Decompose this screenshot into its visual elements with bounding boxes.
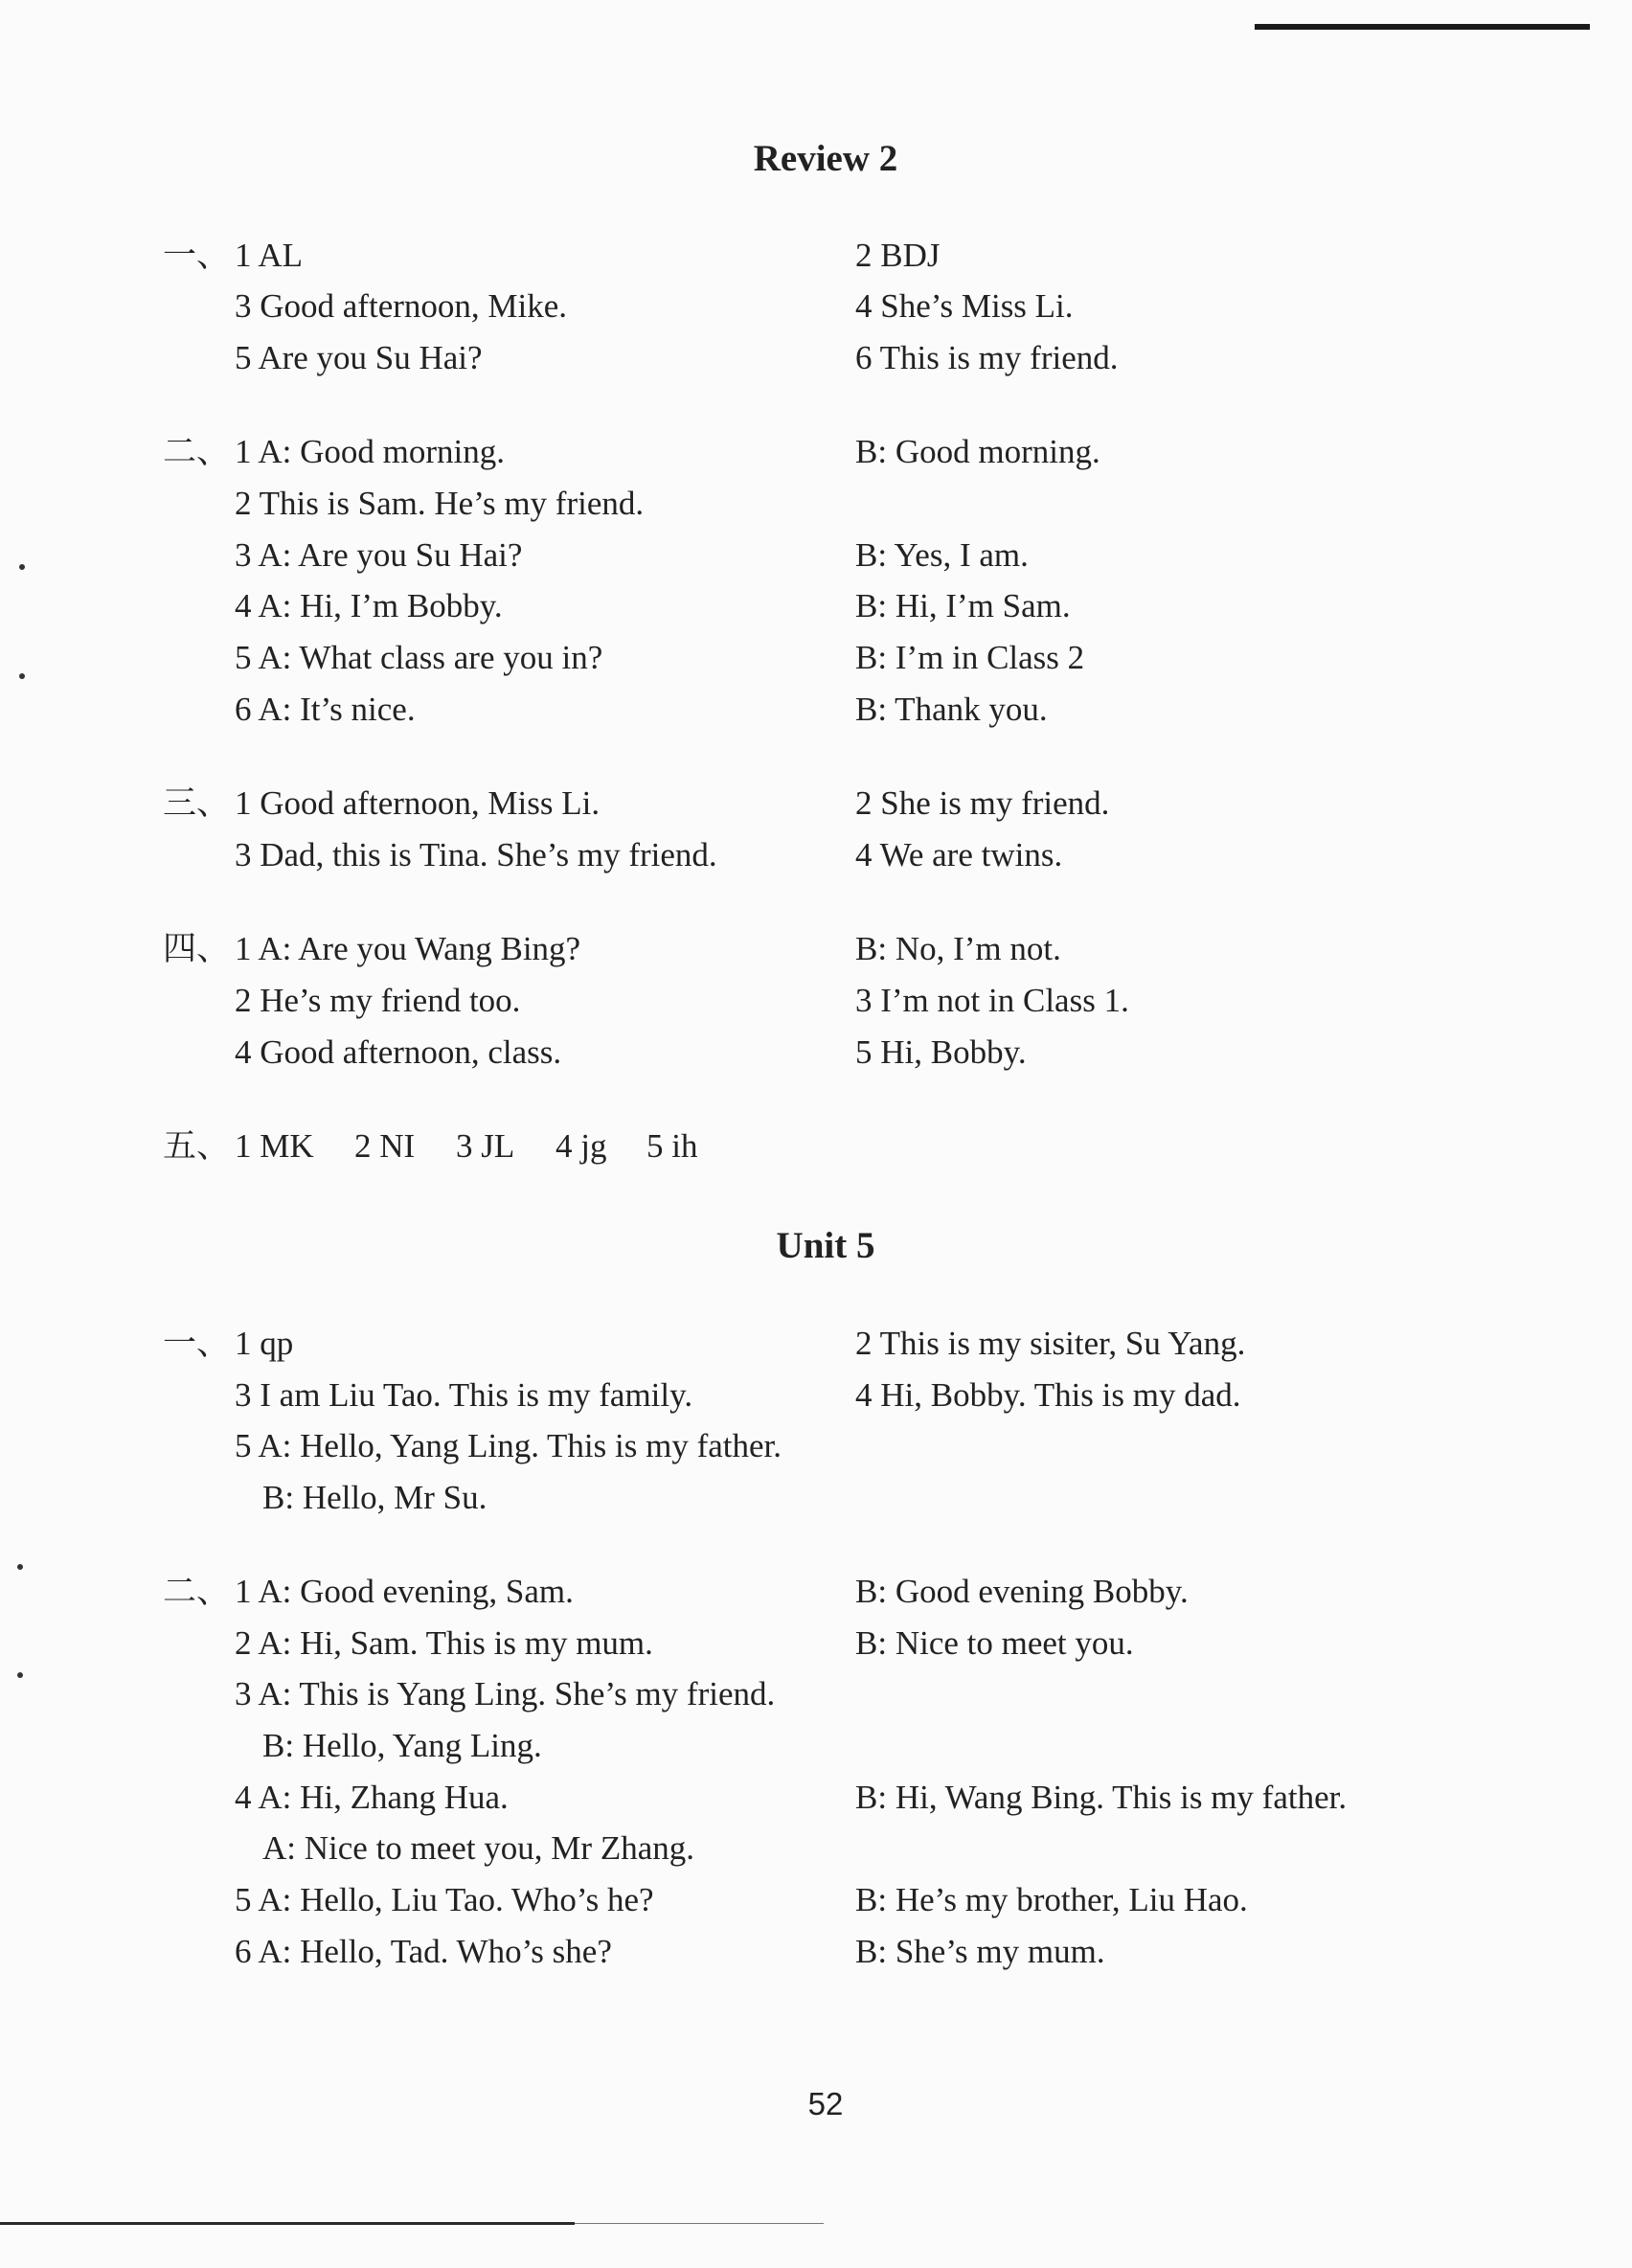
section-number: 二、 xyxy=(163,433,231,471)
answer: 3 A: This is Yang Ling. She’s my friend. xyxy=(235,1675,776,1712)
answer: B: No, I’m not. xyxy=(855,930,1061,967)
answer: 4 A: Hi, Zhang Hua. xyxy=(235,1779,509,1816)
answer: B: Hello, Mr Su. xyxy=(262,1479,487,1516)
answer: 2 A: Hi, Sam. This is my mum. xyxy=(235,1624,653,1662)
answer: B: Good evening Bobby. xyxy=(855,1573,1189,1610)
answer: B: I’m in Class 2 xyxy=(855,639,1085,676)
section-number: 五、 xyxy=(163,1127,231,1166)
answer: 2 He’s my friend too. xyxy=(235,982,521,1019)
section-number: 一、 xyxy=(163,1325,231,1363)
answer: B: He’s my brother, Liu Hao. xyxy=(855,1881,1248,1918)
section-number: 二、 xyxy=(163,1573,231,1611)
answer: 4 A: Hi, I’m Bobby. xyxy=(235,587,503,624)
bottom-rule xyxy=(575,2223,824,2224)
margin-dot xyxy=(19,564,25,570)
answer: 6 A: Hello, Tad. Who’s she? xyxy=(235,1933,612,1970)
answer: B: Hello, Yang Ling. xyxy=(262,1727,542,1764)
answer: 5 A: What class are you in? xyxy=(235,639,603,676)
section-number: 四、 xyxy=(163,930,231,968)
answer: B: Hi, I’m Sam. xyxy=(855,587,1071,624)
bottom-rule xyxy=(0,2222,575,2225)
answer: B: Nice to meet you. xyxy=(855,1624,1134,1662)
answer: 1 MK xyxy=(235,1127,314,1165)
margin-dot xyxy=(19,673,25,679)
top-rule xyxy=(1255,24,1590,30)
answer: 4 Good afternoon, class. xyxy=(235,1033,562,1071)
answer: 3 Dad, this is Tina. She’s my friend. xyxy=(235,836,717,873)
answer: 1 Good afternoon, Miss Li. xyxy=(235,784,601,822)
answer: 3 JL xyxy=(456,1127,515,1165)
answer: B: She’s my mum. xyxy=(855,1933,1105,1970)
answer: 5 ih xyxy=(646,1127,698,1165)
answer: B: Thank you. xyxy=(855,691,1048,728)
answer: 6 This is my friend. xyxy=(855,339,1119,376)
page-number: 52 xyxy=(807,2086,844,2121)
answer: 5 A: Hello, Liu Tao. Who’s he? xyxy=(235,1881,654,1918)
answer: 1 AL xyxy=(235,237,303,274)
answer: 2 BDJ xyxy=(855,237,941,274)
answer: 2 This is Sam. He’s my friend. xyxy=(235,485,645,522)
answer: 2 NI xyxy=(354,1127,416,1165)
answer: 5 A: Hello, Yang Ling. This is my father. xyxy=(235,1427,782,1464)
answer: 5 Are you Su Hai? xyxy=(235,339,483,376)
answer: 2 She is my friend. xyxy=(855,784,1110,822)
answer: 4 Hi, Bobby. This is my dad. xyxy=(855,1376,1241,1414)
answer: B: Good morning. xyxy=(855,433,1100,470)
section-number: 三、 xyxy=(163,784,231,823)
answer: 1 A: Good morning. xyxy=(235,433,505,470)
answer: 3 I’m not in Class 1. xyxy=(855,982,1129,1019)
answer: B: Yes, I am. xyxy=(855,536,1029,574)
answer: 3 I am Liu Tao. This is my family. xyxy=(235,1376,693,1414)
answer: 1 A: Good evening, Sam. xyxy=(235,1573,574,1610)
answer: B: Hi, Wang Bing. This is my father. xyxy=(855,1779,1348,1816)
unit-5-heading: Unit 5 xyxy=(776,1225,875,1266)
review-2-heading: Review 2 xyxy=(753,138,898,179)
answer: 4 We are twins. xyxy=(855,836,1063,873)
answer: 1 A: Are you Wang Bing? xyxy=(235,930,581,967)
answer: 3 Good afternoon, Mike. xyxy=(235,287,568,325)
answer: 6 A: It’s nice. xyxy=(235,691,416,728)
margin-dot xyxy=(17,1564,23,1570)
answer: 1 qp xyxy=(235,1325,294,1362)
margin-dot xyxy=(17,1672,23,1678)
answer: A: Nice to meet you, Mr Zhang. xyxy=(262,1829,695,1867)
answer: 2 This is my sisiter, Su Yang. xyxy=(855,1325,1246,1362)
answer: 3 A: Are you Su Hai? xyxy=(235,536,523,574)
answer: 5 Hi, Bobby. xyxy=(855,1033,1027,1071)
section-number: 一、 xyxy=(163,237,231,275)
answer: 4 She’s Miss Li. xyxy=(855,287,1074,325)
answer: 4 jg xyxy=(555,1127,607,1165)
